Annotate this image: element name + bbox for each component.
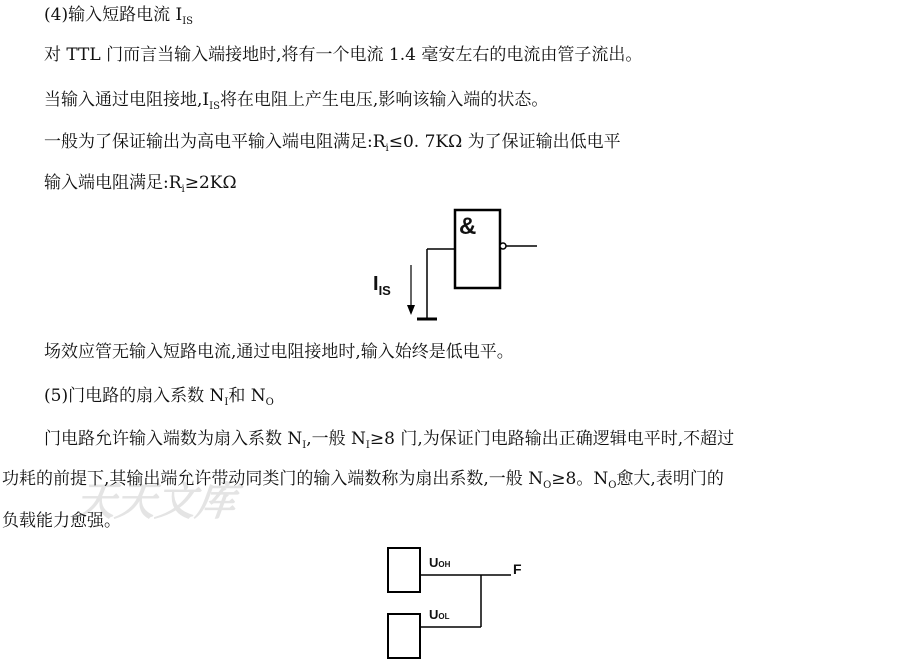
subscript: IS	[209, 101, 220, 112]
circuit-diagram	[365, 205, 545, 325]
uoh-label	[429, 555, 450, 572]
text-segment: ≥8 门,为保证门电路输出正确逻辑电平时,不超过	[369, 429, 735, 449]
text-segment: ≥2KΩ	[184, 173, 237, 193]
uol-label	[429, 607, 450, 624]
output-bubble	[500, 243, 506, 249]
figure-wired-outputs	[385, 545, 535, 662]
section-4-heading	[44, 4, 193, 29]
text-segment: ,一般 N	[306, 429, 366, 449]
paragraph-fan-in-line-2	[2, 468, 724, 493]
text-segment: 输入端电阻满足:R	[44, 173, 182, 193]
text-segment: 愈大,表明门的	[616, 469, 724, 489]
section-5-heading	[44, 385, 274, 410]
heading-subscript: IS	[182, 16, 194, 27]
paragraph-fet: 场效应管无输入短路电流,通过电阻接地时,输入始终是低电平。	[44, 342, 514, 362]
subscript: I	[302, 440, 307, 451]
upper-gate-body	[388, 548, 420, 592]
paragraph-high-level-condition	[44, 131, 621, 156]
lower-gate-body	[388, 614, 420, 658]
heading-text: (4)输入短路电流 I	[44, 5, 183, 25]
text-segment: 功耗的前提下,其输出端允许带动同类门的输入端数称为扇出系数,一般 N	[2, 469, 544, 489]
paragraph-fan-in-line-3: 负载能力愈强。	[2, 511, 121, 531]
uol-subscript: OL	[438, 612, 450, 621]
subscript: O	[608, 480, 617, 491]
subscript: i	[385, 143, 389, 154]
u-letter: U	[429, 555, 439, 570]
subscript: I	[224, 397, 229, 408]
subscript: I	[365, 440, 370, 451]
current-arrow-head	[407, 305, 415, 315]
text-segment: 当输入通过电阻接地,I	[44, 90, 210, 110]
subscript: O	[543, 480, 552, 491]
paragraph-fan-in-line-1	[44, 428, 734, 453]
text-segment: (5)门电路的扇入系数 N	[44, 386, 225, 406]
paragraph-resistor-ground	[44, 89, 548, 114]
figure-input-short-circuit	[365, 205, 545, 325]
text-segment: ≥8。N	[551, 469, 609, 489]
subscript: O	[265, 397, 274, 408]
current-label	[373, 273, 391, 297]
current-subscript: IS	[378, 283, 391, 298]
output-f-label: F	[513, 561, 522, 577]
watermark: 天天文库	[70, 480, 247, 524]
text-segment: 将在电阻上产生电压,影响该输入端的状态。	[219, 90, 549, 110]
paragraph-ttl-ground: 对 TTL 门而言当输入端接地时,将有一个电流 1.4 毫安左右的电流由管子流出。	[44, 45, 643, 65]
gate-symbol: &	[459, 213, 477, 240]
uoh-subscript: OH	[438, 560, 451, 569]
text-segment: 门电路允许输入端数为扇入系数 N	[44, 429, 303, 449]
subscript: i	[181, 184, 185, 195]
paragraph-low-level-condition	[44, 172, 237, 197]
current-letter: I	[373, 273, 379, 295]
text-segment: 一般为了保证输出为高电平输入端电阻满足:R	[44, 132, 386, 152]
text-segment: 和 N	[228, 386, 266, 406]
text-segment: ≤0. 7KΩ 为了保证输出低电平	[388, 132, 621, 152]
u-letter: U	[429, 607, 439, 622]
